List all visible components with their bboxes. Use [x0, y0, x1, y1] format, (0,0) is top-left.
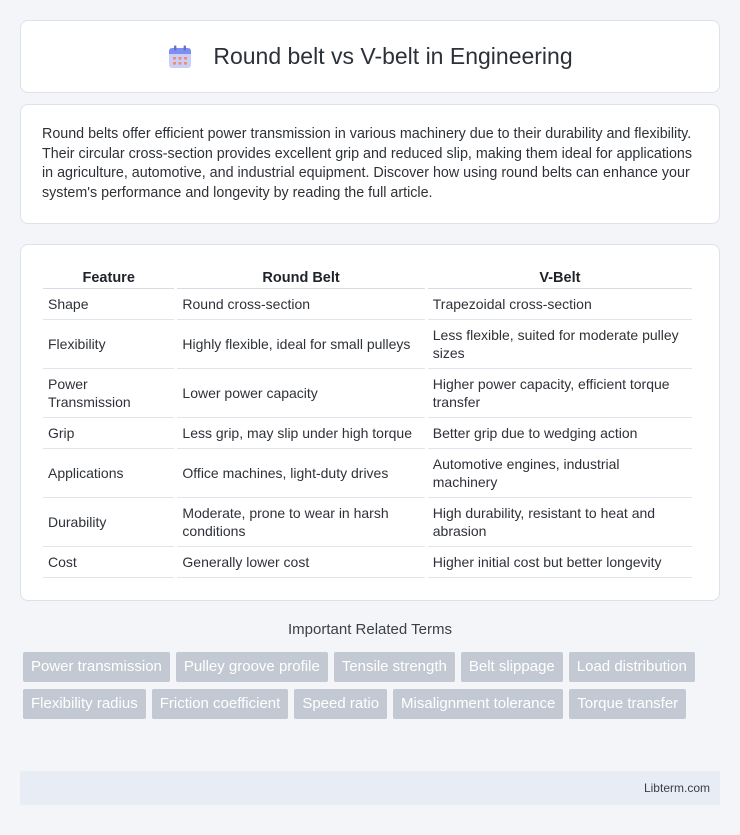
- cell-feature: Cost: [43, 547, 174, 578]
- term-tag[interactable]: Pulley groove profile: [176, 652, 328, 682]
- intro-text: Round belts offer efficient power transmission in various machinery due to their durability and flexibility. Their circular cross-section provides excellent grip and reduced slip, making them ideal for applications in agriculture, automotive, and industrial equipment. Discover how using round belts can enhance your system's performance and longevity by reading the full article.: [42, 126, 693, 201]
- table-row: [43, 547, 692, 578]
- table-row: [43, 449, 692, 498]
- table-row: [43, 498, 692, 547]
- page-title: Round belt vs V-belt in Engineering: [213, 43, 573, 69]
- cell-v-belt: Less flexible, suited for moderate pulley sizes: [428, 320, 692, 369]
- cell-v-belt: Higher power capacity, efficient torque transfer: [428, 369, 692, 418]
- cell-feature: Durability: [43, 498, 174, 547]
- header-v-belt: V-Belt: [428, 265, 692, 289]
- table-row: [43, 369, 692, 418]
- term-tag[interactable]: Power transmission: [23, 652, 170, 682]
- cell-v-belt: Higher initial cost but better longevity: [428, 547, 692, 578]
- term-tag[interactable]: Tensile strength: [334, 652, 455, 682]
- cell-round-belt: Office machines, light-duty drives: [177, 449, 424, 498]
- related-terms-heading: Important Related Terms: [288, 621, 452, 638]
- term-tag[interactable]: Belt slippage: [461, 652, 563, 682]
- footer: [20, 771, 720, 805]
- cell-feature: Flexibility: [43, 320, 174, 369]
- cell-round-belt: Generally lower cost: [177, 547, 424, 578]
- term-tag[interactable]: Friction coefficient: [152, 689, 289, 719]
- cell-round-belt: Highly flexible, ideal for small pulleys: [177, 320, 424, 369]
- header-card: [20, 20, 720, 93]
- header-feature: Feature: [43, 265, 174, 289]
- term-tag[interactable]: Torque transfer: [569, 689, 686, 719]
- table-row: [43, 289, 692, 320]
- related-terms-list: [23, 652, 723, 719]
- cell-round-belt: Round cross-section: [177, 289, 424, 320]
- cell-v-belt: Automotive engines, industrial machinery: [428, 449, 692, 498]
- header-round-belt: Round Belt: [177, 265, 424, 289]
- cell-round-belt: Moderate, prone to wear in harsh conditions: [177, 498, 424, 547]
- comparison-table: [40, 265, 695, 578]
- cell-feature: Power Transmission: [43, 369, 174, 418]
- cell-v-belt: High durability, resistant to heat and abrasion: [428, 498, 692, 547]
- calendar-icon: [167, 44, 193, 70]
- cell-v-belt: Trapezoidal cross-section: [428, 289, 692, 320]
- intro-card: [20, 104, 720, 224]
- footer-site-link[interactable]: Libterm.com: [643, 781, 710, 795]
- table-header-row: [43, 265, 692, 289]
- cell-v-belt: Better grip due to wedging action: [428, 418, 692, 449]
- comparison-card: [20, 244, 720, 601]
- term-tag[interactable]: Flexibility radius: [23, 689, 146, 719]
- cell-feature: Grip: [43, 418, 174, 449]
- term-tag[interactable]: Speed ratio: [294, 689, 387, 719]
- table-row: [43, 418, 692, 449]
- term-tag[interactable]: Misalignment tolerance: [393, 689, 563, 719]
- term-tag[interactable]: Load distribution: [569, 652, 695, 682]
- cell-feature: Applications: [43, 449, 174, 498]
- cell-round-belt: Lower power capacity: [177, 369, 424, 418]
- table-row: [43, 320, 692, 369]
- cell-feature: Shape: [43, 289, 174, 320]
- cell-round-belt: Less grip, may slip under high torque: [177, 418, 424, 449]
